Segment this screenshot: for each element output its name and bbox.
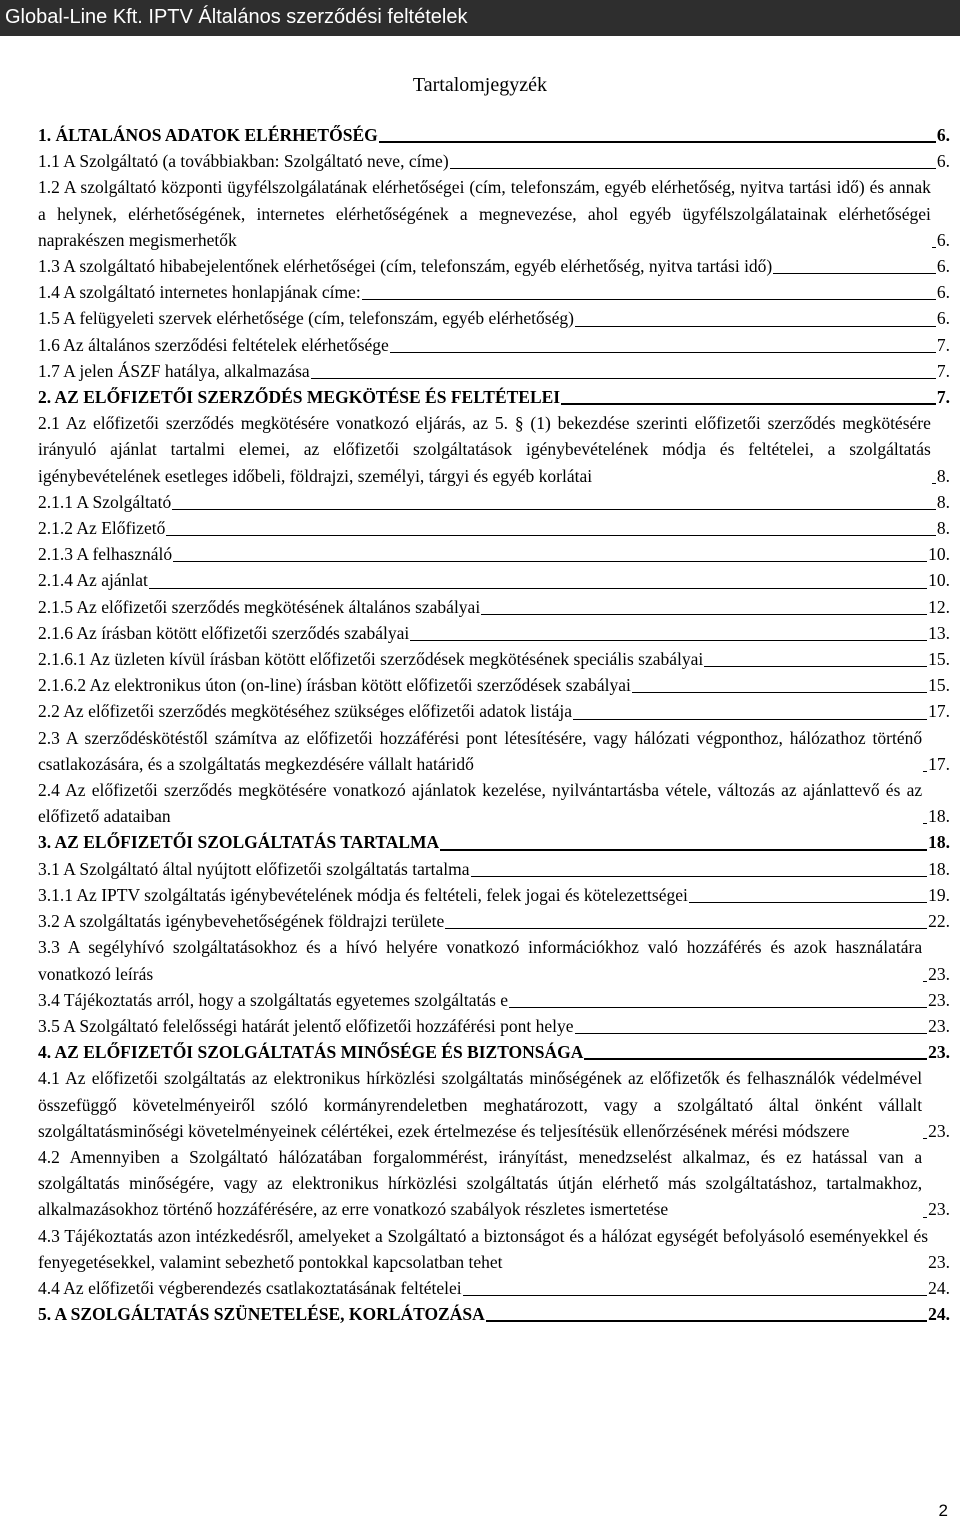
toc-entry-page: 17. <box>928 701 950 722</box>
toc-entry-page: 17. <box>928 753 950 774</box>
toc-entry-page: 6. <box>936 282 950 303</box>
toc-entry-title: 3.2 A szolgáltatás igénybevehetőségének földrajzi területe <box>38 911 445 932</box>
toc-entry-title: 3.3 A segélyhívó szolgáltatásokhoz és a hívó helyére vonatkozó információkhoz való hozzáférés és azok használatára vonatkozó leírás <box>38 937 923 984</box>
toc-entry-page: 23. <box>928 1120 950 1141</box>
toc-entry-title: 3.1 A Szolgáltató által nyújtott előfizetői szolgáltatás tartalma <box>38 858 470 879</box>
toc-entry-title: 2. AZ ELŐFIZETŐI SZERZŐDÉS MEGKÖTÉSE ÉS FELTÉTELEI <box>38 387 561 408</box>
toc-entry[interactable] <box>38 489 950 515</box>
toc-entry[interactable] <box>38 934 950 986</box>
toc-entry[interactable] <box>38 541 950 567</box>
toc-entry-title: 2.1.3 A felhasználó <box>38 544 173 565</box>
toc-leader-line <box>704 666 927 667</box>
toc-heading-text: Tartalomjegyzék <box>412 74 547 96</box>
toc-leader-line <box>575 1033 928 1034</box>
toc-entry-title: 1.7 A jelen ÁSZF hatálya, alkalmazása <box>38 360 310 381</box>
toc-entry-title: 5. A SZOLGÁLTATÁS SZÜNETELÉSE, KORLÁTOZÁSA <box>38 1304 485 1325</box>
document-header-title: Global-Line Kft. IPTV Általános szerződési feltételek <box>5 6 468 28</box>
toc-entry-page: 6. <box>936 229 950 250</box>
toc-entry-title: 2.1.1 A Szolgáltató <box>38 491 172 512</box>
toc-entry-title: 4.3 Tájékoztatás azon intézkedésről, amelyeket a Szolgáltató a biztonságot és a hálózat egységét befolyásoló eseményekkel és fenyegetésekkel, valamint sebezhető pontokkal kapcsolatban tehet <box>38 1225 929 1272</box>
toc-entry[interactable] <box>38 672 950 698</box>
toc-leader-line <box>573 719 927 720</box>
toc-entry-title: 2.1.4 Az ajánlat <box>38 570 148 591</box>
toc-leader-line <box>923 823 927 824</box>
toc-entry-page: 23. <box>928 1042 950 1063</box>
toc-entry-page: 24. <box>928 1304 950 1325</box>
toc-entry-page: 23. <box>928 1199 950 1220</box>
toc-entry-page: 6. <box>936 125 950 145</box>
toc-leader-line <box>773 273 936 274</box>
toc-leader-line <box>923 771 927 772</box>
toc-entry-page: 23. <box>928 1251 950 1272</box>
toc-leader-line <box>440 849 927 851</box>
toc-entry-title: 3.4 Tájékoztatás arról, hogy a szolgáltatás egyetemes szolgáltatás e <box>38 989 509 1010</box>
toc-leader-line <box>173 561 927 562</box>
toc-entry[interactable] <box>38 620 950 646</box>
toc-entry-page: 8. <box>936 465 950 486</box>
toc-entry[interactable] <box>38 987 950 1013</box>
toc-leader-line <box>166 535 936 536</box>
toc-leader-line <box>445 928 927 929</box>
toc-entry[interactable] <box>38 515 950 541</box>
toc-entry[interactable] <box>38 358 950 384</box>
toc-entry-title: 3. AZ ELŐFIZETŐI SZOLGÁLTATÁS TARTALMA <box>38 832 440 853</box>
toc-entry-title: 1.4 A szolgáltató internetes honlapjának címe: <box>38 282 361 303</box>
toc-entry-page: 7. <box>936 360 950 381</box>
toc-entry-title: 1.1 A Szolgáltató (a továbbiakban: Szolgáltató neve, címe) <box>38 151 449 172</box>
toc-entry-title: 3.1.1 Az IPTV szolgáltatás igénybevételének módja és feltételi, felek jogai és kötelezettségei <box>38 884 688 905</box>
toc-leader-line <box>932 483 936 484</box>
toc-entry-title: 4. AZ ELŐFIZETŐI SZOLGÁLTATÁS MINŐSÉGE ÉS BIZTONSÁGA <box>38 1042 584 1063</box>
toc-entry-title: 4.2 Amennyiben a Szolgáltató hálózatában forgalommérést, irányítást, menedzselést alkalmaz, és ez hatással van a szolgáltatás minőségére, vagy az elektronikus hírközlési szolgáltatás útján elérhető más szolgáltatáshoz, tartalmakhoz, alkalmazásokhoz történő hozzáférésére, az erre vonatkozó szabályok részletes ismertetése <box>38 1146 923 1220</box>
toc-heading <box>0 72 950 98</box>
toc-leader-line <box>923 1138 927 1139</box>
toc-entry[interactable] <box>38 148 950 174</box>
toc-entry-title: 1.6 Az általános szerződési feltételek elérhetősége <box>38 334 389 355</box>
toc-leader-line <box>362 299 936 300</box>
toc-entry-title: 2.1.5 Az előfizetői szerződés megkötésének általános szabályai <box>38 596 481 617</box>
toc-entry-page: 8. <box>936 518 950 539</box>
toc-entry-page: 24. <box>928 1277 950 1298</box>
toc-entry[interactable] <box>38 410 950 489</box>
toc-entry[interactable] <box>38 725 950 777</box>
toc-entry[interactable] <box>38 777 950 829</box>
toc-leader-line <box>932 247 936 248</box>
toc-leader-line <box>575 326 936 327</box>
toc-entry-title: 3.5 A Szolgáltató felelősségi határát jelentő előfizetői hozzáférési pont helye <box>38 1015 574 1036</box>
toc-entry-page: 23. <box>928 1015 950 1036</box>
toc-entry-page: 22. <box>928 911 950 932</box>
toc-entry[interactable] <box>38 174 950 253</box>
toc-entry-title: 2.3 A szerződéskötéstől számítva az előfizetői hozzáférési pont létesítésére, vagy hálózati végponthoz, hálózathoz történő csatlakozására, és a szolgáltatás megkezdésére vállalt határidő <box>38 727 923 774</box>
toc-entry-page: 8. <box>936 491 950 512</box>
toc-entry[interactable] <box>38 856 950 882</box>
toc-entry-page: 13. <box>928 622 950 643</box>
toc-entry[interactable] <box>38 882 950 908</box>
toc-leader-line <box>584 1058 927 1060</box>
toc-entry-page: 7. <box>936 334 950 355</box>
toc-entry-page: 23. <box>928 963 950 984</box>
toc-leader-line <box>379 141 936 143</box>
toc-entry-page: 18. <box>928 858 950 879</box>
toc-entry[interactable] <box>38 279 950 305</box>
toc-entry[interactable] <box>38 1144 950 1223</box>
toc-entry-title: 2.1.6.2 Az elektronikus úton (on-line) írásban kötött előfizetői szerződések szabályai <box>38 675 631 696</box>
toc-entry-title: 1.2 A szolgáltató központi ügyfélszolgálatának elérhetőségei (cím, telefonszám, egyéb elérhetőség, nyitva tartási idő) és annak a helynek, elérhetőségének, internetes elérhetőségének a megnevezése, ahol egyéb ügyfélszolgálatainak elérhetőségei naprakészen megismerhetők <box>38 177 931 250</box>
toc-entry[interactable] <box>38 305 950 331</box>
toc-entry-title: 2.1.6.1 Az üzleten kívül írásban kötött előfizetői szerződések megkötésének speciális szabályai <box>38 649 704 670</box>
toc-entry[interactable] <box>38 908 950 934</box>
toc-entry-page: 6. <box>936 256 950 277</box>
toc-leader-line <box>311 378 936 379</box>
toc-entry[interactable] <box>38 122 950 148</box>
toc-entry[interactable] <box>38 829 950 855</box>
toc-entry-page: 12. <box>928 596 950 617</box>
toc-entry[interactable] <box>38 646 950 672</box>
toc-entry-title: 1. ÁLTALÁNOS ADATOK ELÉRHETŐSÉG <box>38 125 378 145</box>
toc-leader-line <box>561 403 936 405</box>
toc-entry-title: 1.3 A szolgáltató hibabejelentőnek elérhetőségei (cím, telefonszám, egyéb elérhetőség, nyitva tartási idő) <box>38 256 773 277</box>
toc-leader-line <box>923 1217 927 1218</box>
toc-entry-title: 2.1.2 Az Előfizető <box>38 518 166 539</box>
toc-entry[interactable] <box>38 384 950 410</box>
toc-entry-page: 15. <box>928 675 950 696</box>
toc-entry-page: 10. <box>928 570 950 591</box>
toc-leader-line <box>390 352 936 353</box>
toc-leader-line <box>450 168 936 169</box>
toc-entry[interactable] <box>38 698 950 724</box>
toc-entry-page: 7. <box>936 387 950 408</box>
toc-entry-page: 19. <box>928 884 950 905</box>
toc-entry[interactable] <box>38 253 950 279</box>
toc-leader-line <box>632 692 927 693</box>
toc-entry-page: 18. <box>928 806 950 827</box>
toc-entry-title: 2.4 Az előfizetői szerződés megkötésére vonatkozó ajánlatok kezelése, nyilvántartásba vétele, változás az ajánlattevő és az előfizető adataiban <box>38 780 923 827</box>
toc-entry-title: 4.4 Az előfizetői végberendezés csatlakoztatásának feltételei <box>38 1277 462 1298</box>
toc-leader-line <box>923 981 927 982</box>
toc-entry[interactable] <box>38 1013 950 1039</box>
page-number: 2 <box>938 1501 948 1520</box>
toc-entry[interactable] <box>38 567 950 593</box>
toc-entry[interactable] <box>38 1275 950 1301</box>
toc-leader-line <box>149 588 927 589</box>
toc-entry-page: 23. <box>928 989 950 1010</box>
toc-entry-page: 10. <box>928 544 950 565</box>
toc-entry-page: 6. <box>936 308 950 329</box>
toc-entry-title: 2.2 Az előfizetői szerződés megkötéséhez szükséges előfizetői adatok listája <box>38 701 573 722</box>
toc-leader-line <box>410 640 927 641</box>
toc-entry-title: 2.1.6 Az írásban kötött előfizetői szerződés szabályai <box>38 622 410 643</box>
toc-entry[interactable] <box>38 1065 950 1144</box>
toc-leader-line <box>481 614 927 615</box>
toc-entry[interactable] <box>38 1301 950 1327</box>
toc-leader-line <box>463 1295 927 1296</box>
toc-entry[interactable] <box>38 594 950 620</box>
toc-entry-title: 2.1 Az előfizetői szerződés megkötésére vonatkozó eljárás, az 5. § (1) bekezdése szerinti előfizetői szerződés megkötésére irányuló ajánlat tartalmi elemei, az előfizetői szolgáltatások igénybevételének módja és feltételei, a szolgáltatás igénybevételének esetleges időbeli, földrajzi, személyi, tárgyi és egyéb korlátai <box>38 413 931 486</box>
table-of-contents <box>38 122 950 1327</box>
toc-leader-line <box>689 902 927 903</box>
toc-entry-page: 15. <box>928 649 950 670</box>
toc-entry[interactable] <box>38 1039 950 1065</box>
toc-entry[interactable] <box>38 332 950 358</box>
toc-leader-line <box>486 1320 927 1322</box>
toc-entry-title: 1.5 A felügyeleti szervek elérhetősége (cím, telefonszám, egyéb elérhetőség) <box>38 308 574 329</box>
toc-entry-page: 6. <box>936 151 950 172</box>
toc-entry-title: 4.1 Az előfizetői szolgáltatás az elektronikus hírközlési szolgáltatás minőségének az előfizetők és felhasználók védelmével összefüggő követelményeiről szóló kormányrendeletben meghatározott, vagy a szolgáltató által önként vállalt szolgáltatásminőségi követelményeinek célértékei, ezek értelmezése és teljesítésük ellenőrzésének mérési módszere <box>38 1068 923 1141</box>
toc-leader-line <box>172 509 936 510</box>
toc-leader-line <box>471 876 928 877</box>
toc-entry-page: 18. <box>928 832 950 853</box>
toc-entry[interactable] <box>38 1223 950 1275</box>
document-header-bar <box>0 0 960 36</box>
toc-leader-line <box>509 1007 927 1008</box>
